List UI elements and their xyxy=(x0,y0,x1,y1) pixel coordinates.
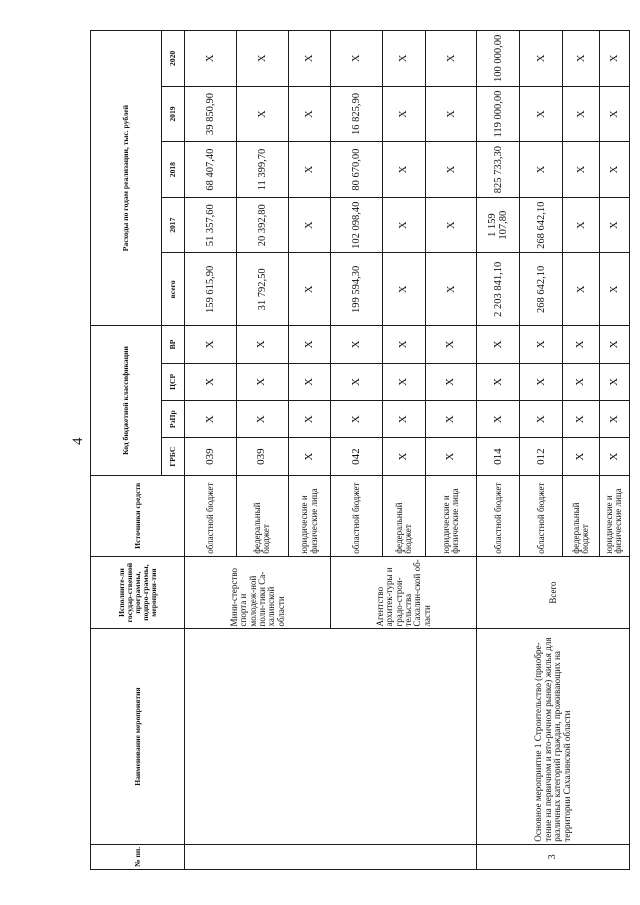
y2020-cell: X xyxy=(383,31,426,87)
y2017-cell: 268 642,10 xyxy=(520,197,563,253)
y2019-cell: X xyxy=(425,86,477,142)
y2017-cell: X xyxy=(383,197,426,253)
y2018-cell: 68 407,40 xyxy=(185,142,237,198)
total-cell: X xyxy=(288,253,331,326)
grbs-cell: 042 xyxy=(331,438,383,475)
rzpr-cell: X xyxy=(425,401,477,438)
header-y2019: 2019 xyxy=(161,86,185,142)
rzpr-cell: X xyxy=(185,401,237,438)
rzpr-cell: X xyxy=(237,401,289,438)
grbs-cell: 039 xyxy=(237,438,289,475)
rzpr-cell: X xyxy=(477,401,520,438)
y2018-cell: 825 733,30 xyxy=(477,142,520,198)
source-cell: юридические и физические лица xyxy=(599,475,629,556)
header-event: Наименование мероприятия xyxy=(91,629,185,844)
y2019-cell: X xyxy=(288,86,331,142)
y2019-cell: 39 850,90 xyxy=(185,86,237,142)
y2017-cell: X xyxy=(599,197,629,253)
executor-ministry: Мини-стерство спорта и молодеж-ной поли-тики Са-халинской области xyxy=(185,556,331,629)
y2018-cell: X xyxy=(383,142,426,198)
header-y2017: 2017 xyxy=(161,197,185,253)
header-grbs: ГРБС xyxy=(161,438,185,475)
y2018-cell: X xyxy=(288,142,331,198)
source-cell: юридические и физические лица xyxy=(288,475,331,556)
csr-cell: X xyxy=(185,363,237,400)
y2018-cell: 11 399,70 xyxy=(237,142,289,198)
grbs-cell: 012 xyxy=(520,438,563,475)
total-cell: X xyxy=(425,253,477,326)
grbs-cell: 039 xyxy=(185,438,237,475)
rzpr-cell: X xyxy=(288,401,331,438)
vr-cell: X xyxy=(237,326,289,363)
executor-agency: Агентство архитек-туры и градо-строи-тельства Сахалин-ской об-ласти xyxy=(331,556,477,629)
rzpr-cell: X xyxy=(563,401,600,438)
csr-cell: X xyxy=(563,363,600,400)
y2020-cell: X xyxy=(599,31,629,87)
row-number-empty xyxy=(185,844,477,869)
total-cell: X xyxy=(599,253,629,326)
y2018-cell: X xyxy=(563,142,600,198)
header-budget-code: Код бюджетной классификации xyxy=(91,326,162,476)
event-name-empty xyxy=(185,629,477,844)
rzpr-cell: X xyxy=(520,401,563,438)
y2020-cell: X xyxy=(563,31,600,87)
header-rzpr: РзПр xyxy=(161,401,185,438)
vr-cell: X xyxy=(477,326,520,363)
source-cell: областной бюджет xyxy=(477,475,520,556)
csr-cell: X xyxy=(477,363,520,400)
csr-cell: X xyxy=(331,363,383,400)
total-cell: X xyxy=(563,253,600,326)
vr-cell: X xyxy=(383,326,426,363)
csr-cell: X xyxy=(520,363,563,400)
grbs-cell: X xyxy=(288,438,331,475)
source-cell: областной бюджет xyxy=(331,475,383,556)
header-expenses: Расходы по годам реализации, тыс. рублей xyxy=(91,31,162,326)
y2020-cell: X xyxy=(288,31,331,87)
header-y2018: 2018 xyxy=(161,142,185,198)
grbs-cell: X xyxy=(383,438,426,475)
y2019-cell: X xyxy=(383,86,426,142)
y2019-cell: X xyxy=(237,86,289,142)
vr-cell: X xyxy=(520,326,563,363)
csr-cell: X xyxy=(237,363,289,400)
source-cell: областной бюджет xyxy=(520,475,563,556)
y2019-cell: 16 825,90 xyxy=(331,86,383,142)
rzpr-cell: X xyxy=(599,401,629,438)
y2017-cell: X xyxy=(288,197,331,253)
header-total: всего xyxy=(161,253,185,326)
y2020-cell: X xyxy=(185,31,237,87)
y2019-cell: 119 000,00 xyxy=(477,86,520,142)
source-cell: федеральный бюджет xyxy=(563,475,600,556)
y2020-cell: X xyxy=(425,31,477,87)
rzpr-cell: X xyxy=(383,401,426,438)
y2019-cell: X xyxy=(599,86,629,142)
vr-cell: X xyxy=(425,326,477,363)
header-num: № пп. xyxy=(91,844,185,869)
budget-table xyxy=(90,30,630,870)
total-cell: 2 203 841,10 xyxy=(477,253,520,326)
total-cell: 159 615,90 xyxy=(185,253,237,326)
csr-cell: X xyxy=(288,363,331,400)
y2018-cell: X xyxy=(599,142,629,198)
csr-cell: X xyxy=(383,363,426,400)
header-csr: ЦСР xyxy=(161,363,185,400)
grbs-cell: 014 xyxy=(477,438,520,475)
grbs-cell: X xyxy=(425,438,477,475)
header-source: Источники средств xyxy=(91,475,185,556)
total-cell: 199 594,30 xyxy=(331,253,383,326)
source-cell: юридические и физические лица xyxy=(425,475,477,556)
y2020-cell: X xyxy=(237,31,289,87)
y2017-cell: X xyxy=(425,197,477,253)
rzpr-cell: X xyxy=(331,401,383,438)
csr-cell: X xyxy=(425,363,477,400)
vr-cell: X xyxy=(563,326,600,363)
vr-cell: X xyxy=(331,326,383,363)
total-cell: X xyxy=(383,253,426,326)
header-vr: ВР xyxy=(161,326,185,363)
event-name: Основное мероприятие 1 Строительство (приобре-тение на первичном и вто-ричном рынке) жилья для различных категорий граждан, проживающих на территории Сахалинской области xyxy=(477,629,630,844)
header-executor: Исполните-ли государ-ственной программы, подпро-граммы, мероприя-тия xyxy=(91,556,185,629)
y2019-cell: X xyxy=(563,86,600,142)
page-number: 4 xyxy=(70,437,86,445)
y2018-cell: 80 670,00 xyxy=(331,142,383,198)
y2018-cell: X xyxy=(520,142,563,198)
vr-cell: X xyxy=(599,326,629,363)
y2020-cell: X xyxy=(520,31,563,87)
y2020-cell: 100 000,00 xyxy=(477,31,520,87)
source-cell: федеральный бюджет xyxy=(383,475,426,556)
total-cell: 31 792,50 xyxy=(237,253,289,326)
y2017-cell: 20 392,80 xyxy=(237,197,289,253)
executor-total: Всего xyxy=(477,556,630,629)
vr-cell: X xyxy=(185,326,237,363)
rotated-table-wrapper xyxy=(90,30,630,870)
y2017-cell: X xyxy=(563,197,600,253)
y2017-cell: 1 159 107,80 xyxy=(477,197,520,253)
vr-cell: X xyxy=(288,326,331,363)
header-y2020: 2020 xyxy=(161,31,185,87)
row-number: 3 xyxy=(477,844,630,869)
source-cell: федеральный бюджет xyxy=(237,475,289,556)
csr-cell: X xyxy=(599,363,629,400)
table-row xyxy=(185,31,237,870)
total-cell: 268 642,10 xyxy=(520,253,563,326)
grbs-cell: X xyxy=(599,438,629,475)
y2017-cell: 102 098,40 xyxy=(331,197,383,253)
table-row xyxy=(477,31,520,870)
y2018-cell: X xyxy=(425,142,477,198)
source-cell: областной бюджет xyxy=(185,475,237,556)
y2019-cell: X xyxy=(520,86,563,142)
y2020-cell: X xyxy=(331,31,383,87)
y2017-cell: 51 357,60 xyxy=(185,197,237,253)
grbs-cell: X xyxy=(563,438,600,475)
